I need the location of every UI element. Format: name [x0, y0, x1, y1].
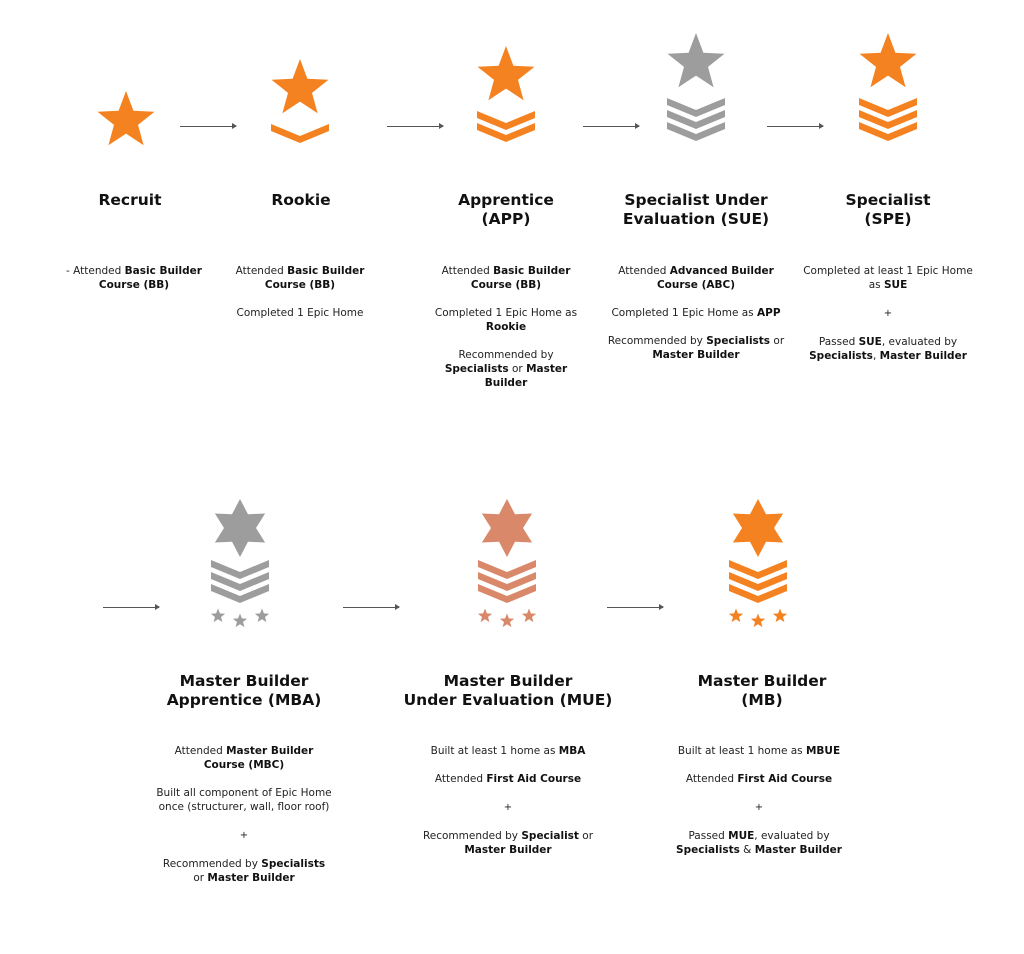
requirement-text: Completed 1 Epic Home as [611, 307, 757, 319]
apprentice-requirements [428, 264, 584, 404]
mb-title [672, 672, 852, 710]
requirement-keyword: Master Builder [879, 350, 967, 362]
requirement-item [412, 772, 604, 786]
requirement-text: Attended [685, 773, 738, 785]
title-line: (APP) [481, 210, 531, 228]
requirement-item [156, 744, 332, 772]
requirement-keyword: Master Builder [207, 872, 295, 884]
mue-requirements [412, 744, 604, 871]
requirement-text: Attended [235, 265, 288, 277]
requirement-text: Built at least 1 home as [430, 745, 559, 757]
requirement-text: Passed [818, 336, 859, 348]
requirement-text: Passed [688, 830, 729, 842]
small-star-icon [500, 614, 514, 628]
requirement-text: + [503, 802, 513, 813]
title-line: Evaluation (SUE) [622, 210, 770, 228]
requirement-item [664, 772, 854, 786]
mba-rank-insignia-icon [208, 498, 272, 630]
requirement-text: Attended [618, 265, 670, 277]
progression-arrow [387, 126, 443, 127]
requirement-item [803, 335, 973, 363]
small-star-icon [478, 609, 492, 623]
requirement-text: & [739, 844, 755, 856]
requirement-keyword: SUE [858, 336, 882, 348]
requirement-text: or [508, 363, 527, 375]
title-line: Apprentice [458, 191, 554, 209]
requirement-text: Built all component of Epic Home once (structurer, wall, floor roof) [156, 787, 332, 813]
requirement-text: or [193, 872, 208, 884]
requirement-text: Attended [174, 745, 227, 757]
requirement-keyword: Advanced Builder Course (ABC) [656, 265, 774, 291]
requirement-keyword: First Aid Course [737, 773, 833, 785]
requirement-keyword: Master Builder [464, 844, 552, 856]
requirement-item [224, 264, 376, 292]
progression-arrow [583, 126, 639, 127]
requirement-keyword: MBA [558, 745, 586, 757]
requirement-keyword: Specialists [706, 335, 771, 347]
requirement-keyword: Rookie [485, 321, 527, 333]
title-line: Rookie [271, 191, 331, 209]
mue-rank-insignia-icon [475, 498, 539, 630]
requirement-keyword: MBUE [805, 745, 841, 757]
requirement-item [606, 264, 786, 292]
requirement-keyword: Master Builder Course (MBC) [203, 745, 314, 771]
spe-requirements [803, 264, 973, 377]
requirement-text: Completed 1 Epic Home [236, 307, 364, 319]
requirement-text: Recommended by [422, 830, 522, 842]
requirement-keyword: Specialists [676, 844, 740, 856]
chevron-icon [271, 124, 329, 143]
requirement-keyword: Master Builder [484, 363, 568, 389]
requirement-keyword: Basic Builder Course (BB) [98, 265, 202, 291]
title-line: Apprentice (MBA) [166, 691, 322, 709]
star-icon [733, 499, 783, 557]
recruit-title [50, 191, 210, 210]
small-star-icon [233, 614, 247, 628]
small-star-icon [522, 609, 536, 623]
progression-arrow [767, 126, 823, 127]
requirement-text: , [872, 350, 880, 362]
requirement-item [412, 800, 604, 815]
requirement-item [224, 306, 376, 320]
requirement-keyword: Specialists [809, 350, 873, 362]
requirement-keyword: Specialists [444, 363, 509, 375]
requirement-text: + [883, 308, 893, 319]
requirement-item [58, 264, 210, 292]
requirement-item [156, 786, 332, 814]
requirement-text: - Attended [66, 265, 125, 277]
requirement-text: Completed at least 1 Epic Home as [803, 265, 973, 291]
sue-title [600, 191, 792, 229]
small-star-icon [729, 609, 743, 623]
requirement-item [803, 306, 973, 321]
requirement-text: Attended [434, 773, 487, 785]
rookie-rank-insignia-icon [270, 58, 330, 150]
title-line: Specialist [845, 191, 931, 209]
star-icon [478, 46, 535, 100]
requirement-text: , evaluated by [754, 830, 830, 842]
title-line: Master Builder [697, 672, 827, 690]
progression-arrow [180, 126, 236, 127]
mue-title [398, 672, 618, 710]
requirement-keyword: Basic Builder Course (BB) [264, 265, 365, 291]
requirement-text: + [754, 802, 764, 813]
requirement-keyword: Specialist [521, 830, 579, 842]
title-line: Master Builder [179, 672, 309, 690]
requirement-item [606, 334, 786, 362]
spe-rank-insignia-icon [857, 32, 919, 150]
requirement-text: , evaluated by [881, 336, 958, 348]
title-line: Under Evaluation (MUE) [403, 691, 613, 709]
requirement-item [428, 348, 584, 390]
requirement-item [606, 306, 786, 320]
mb-requirements [664, 744, 854, 871]
requirement-text: Completed 1 Epic Home as [434, 307, 578, 319]
rookie-title [221, 191, 381, 210]
small-star-icon [255, 609, 269, 623]
star-icon [668, 33, 725, 87]
requirement-item [412, 744, 604, 758]
title-line: Master Builder [443, 672, 573, 690]
star-icon [860, 33, 917, 87]
requirement-text: Recommended by [162, 858, 262, 870]
sue-rank-insignia-icon [665, 32, 727, 150]
rookie-requirements [224, 264, 376, 334]
requirement-item [664, 744, 854, 758]
requirement-item [156, 857, 332, 885]
requirement-item [156, 828, 332, 843]
requirement-item [803, 264, 973, 292]
star-icon [482, 499, 532, 557]
requirement-item [428, 264, 584, 292]
progression-arrow [343, 607, 399, 608]
apprentice-title [426, 191, 586, 229]
requirement-keyword: Master Builder [754, 844, 842, 856]
requirement-item [428, 306, 584, 334]
requirement-text: Recommended by [607, 335, 707, 347]
requirement-keyword: Basic Builder Course (BB) [470, 265, 571, 291]
sue-requirements [606, 264, 786, 376]
apprentice-rank-insignia-icon [476, 45, 536, 149]
star-icon [272, 59, 329, 113]
requirement-item [412, 829, 604, 857]
requirement-text: or [770, 335, 785, 347]
recruit-rank-insignia-icon [96, 90, 156, 150]
progression-arrow [607, 607, 663, 608]
spe-title [800, 191, 976, 229]
requirement-text: Built at least 1 home as [677, 745, 806, 757]
requirement-keyword: First Aid Course [486, 773, 582, 785]
mba-requirements [156, 744, 332, 899]
requirement-keyword: SUE [883, 279, 908, 291]
requirement-keyword: APP [757, 307, 781, 319]
requirement-text: or [578, 830, 594, 842]
requirement-text: Attended [441, 265, 494, 277]
requirement-keyword: Master Builder [652, 349, 740, 361]
mb-rank-insignia-icon [726, 498, 790, 630]
requirement-item [664, 829, 854, 857]
star-icon [215, 499, 265, 557]
requirement-keyword: Specialists [261, 858, 326, 870]
requirement-item [664, 800, 854, 815]
requirement-keyword: MUE [728, 830, 755, 842]
mba-title [154, 672, 334, 710]
requirement-text: Recommended by [458, 349, 554, 361]
recruit-requirements [58, 264, 210, 306]
title-line: (MB) [741, 691, 783, 709]
small-star-icon [211, 609, 225, 623]
title-line: Specialist Under [624, 191, 768, 209]
title-line: Recruit [98, 191, 162, 209]
small-star-icon [773, 609, 787, 623]
requirement-text: + [239, 830, 249, 841]
small-star-icon [751, 614, 765, 628]
progression-arrow [103, 607, 159, 608]
star-icon [98, 91, 155, 145]
title-line: (SPE) [864, 210, 912, 228]
